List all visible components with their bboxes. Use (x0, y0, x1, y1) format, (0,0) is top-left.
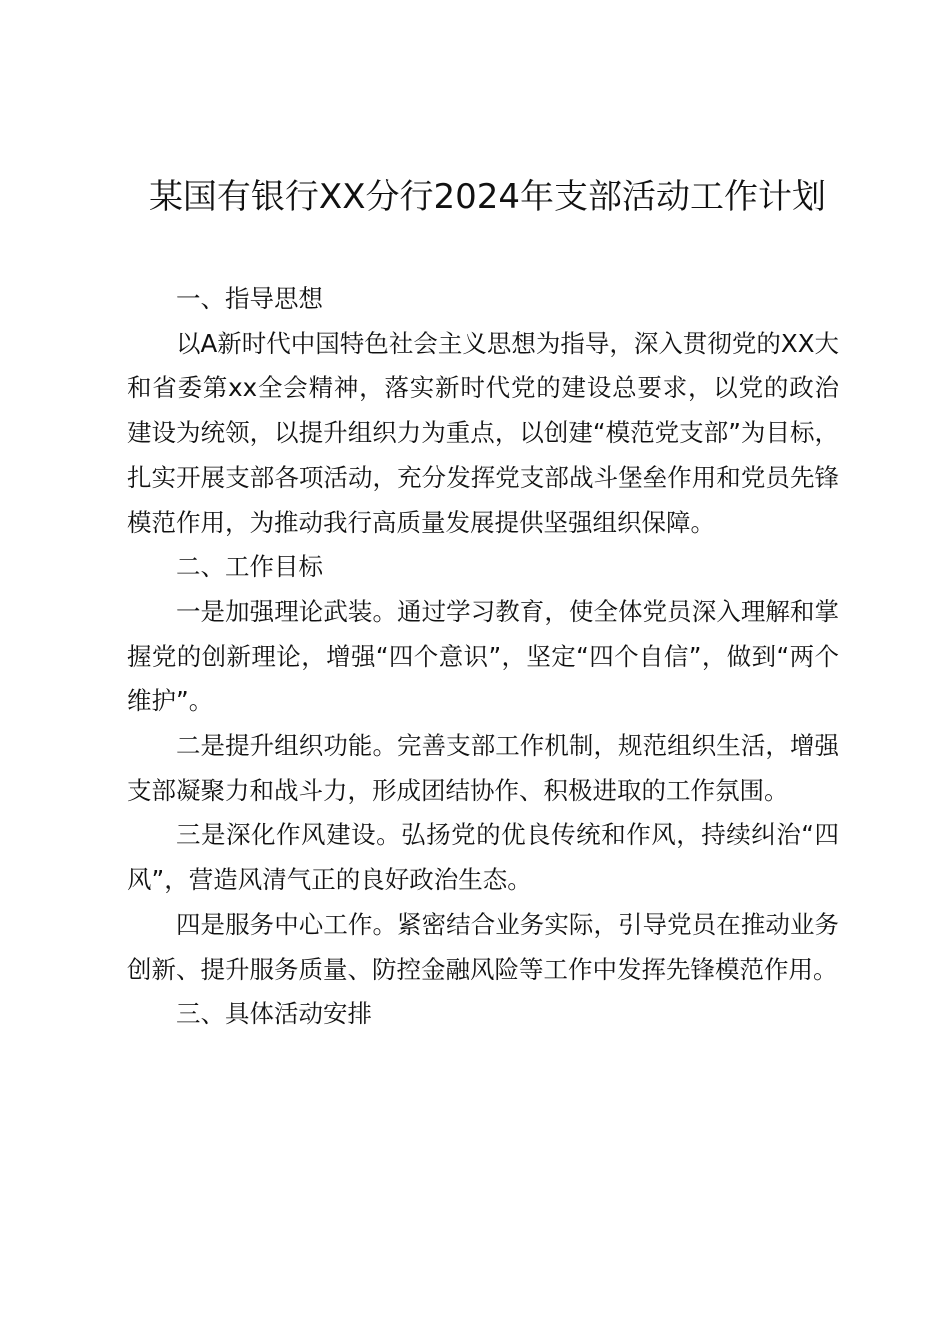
paragraph-goal-theory: 一是加强理论武装。通过学习教育，使全体党员深入理解和掌握党的创新理论，增强“四个意识”，坚定“四个自信”，做到“两个维护”。 (127, 596, 839, 716)
document-title: 某国有银行XX分行2024年支部活动工作计划 (148, 177, 827, 217)
paragraph-goal-style: 三是深化作风建设。弘扬党的优良传统和作风，持续纠治“四风”，营造风清气正的良好政治生态。 (127, 820, 839, 895)
section-heading-activity-arrangements: 三、具体活动安排 (176, 999, 372, 1029)
section-heading-guiding-ideology: 一、指导思想 (176, 284, 323, 313)
paragraph-guiding-ideology: 以A新时代中国特色社会主义思想为指导，深入贯彻党的XX大和省委第xx全会精神，落实新时代党的建设总要求，以党的政治建设为统领，以提升组织力为重点，以创建“模范党支部”为目标，扎实开展支部各项活动，充分发挥党支部战斗堡垒作用和党员先锋模范作用，为推动我行高质量发展提供坚强组织保障。 (127, 328, 839, 537)
paragraph-goal-organization: 二是提升组织功能。完善支部工作机制，规范组织生活，增强支部凝聚力和战斗力，形成团结协作、积极进取的工作氛围。 (127, 731, 839, 805)
section-heading-work-goals: 二、工作目标 (176, 552, 323, 582)
paragraph-goal-service: 四是服务中心工作。紧密结合业务实际，引导党员在推动业务创新、提升服务质量、防控金融风险等工作中发挥先锋模范作用。 (127, 909, 839, 984)
document-body (127, 277, 839, 1037)
